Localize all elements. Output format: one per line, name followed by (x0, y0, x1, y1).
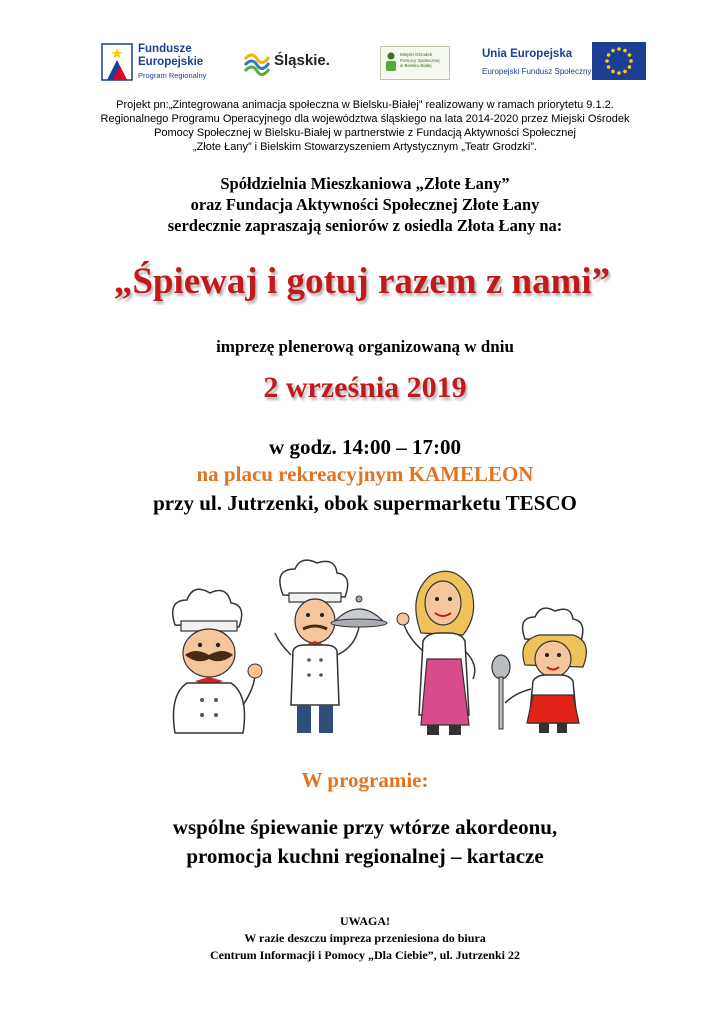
note-line: W razie deszczu impreza przeniesiona do biura (244, 931, 486, 945)
program-list (60, 813, 670, 871)
program-item: wspólne śpiewanie przy wtórze akordeonu, (172, 815, 558, 839)
rain-note (60, 913, 670, 964)
project-line: Pomocy Społecznej w Bielsku-Białej w partnerstwie z Fundacją Aktywności Społecznej (154, 127, 576, 139)
intro-line: oraz Fundacja Aktywności Społecznej Złote Łany (190, 195, 540, 214)
eu-flag-icon (592, 42, 646, 80)
slaskie-wave-icon (242, 47, 272, 77)
logo-fundusze-europejskie (100, 40, 228, 84)
event-hours: w godz. 14:00 – 17:00 (269, 435, 461, 459)
mops-name: Miejski Ośrodek Pomocy Społecznej w Bielsku-Białej (400, 52, 440, 68)
fundusze-europejskie-name: Fundusze Europejskie (138, 43, 204, 68)
mops-people-icon (383, 51, 399, 73)
project-info (60, 98, 670, 154)
note-heading: UWAGA! (340, 914, 390, 928)
note-line: Centrum Informacji i Pomocy „Dla Ciebie”, ul. Jutrzenki 22 (210, 948, 520, 962)
event-title: „Śpiewaj i gotuj razem z nami” (113, 261, 611, 302)
logo-mops (380, 46, 448, 78)
logo-slaskie (242, 45, 352, 79)
chef-girl-spoon-illustration (492, 608, 586, 733)
event-street: przy ul. Jutrzenki, obok supermarketu TESCO (153, 491, 577, 515)
logo-unia-europejska (480, 40, 648, 84)
ue-name: Unia Europejska (482, 48, 573, 60)
fundusze-europejskie-emblem-icon (100, 42, 134, 82)
event-date: 2 września 2019 (263, 371, 467, 404)
ue-sub: Europejski Fundusz Społeczny (482, 67, 592, 76)
event-place: na placu rekreacyjnym KAMELEON (196, 462, 534, 486)
invitation-intro (60, 173, 670, 236)
intro-line: serdecznie zapraszają seniorów z osiedla Złota Łany na: (167, 216, 563, 235)
chefs-illustration (155, 555, 615, 735)
project-line: Regionalnego Programu Operacyjnego dla województwa śląskiego na lata 2014-2020 przez Miejski Ośrodek (100, 113, 630, 125)
slaskie-name: Śląskie. (274, 52, 330, 69)
fundusze-europejskie-sub: Program Regionalny (138, 71, 207, 80)
program-item: promocja kuchni regionalnej – kartacze (186, 844, 544, 868)
event-subtitle: imprezę plenerową organizowaną w dniu (216, 337, 514, 356)
chef-moustache-illustration (173, 589, 262, 733)
project-line: Projekt pn:„Zintegrowana animacja społeczna w Bielsku-Białej” realizowany w ramach priorytetu 9.1.2. (116, 99, 614, 111)
chef-woman-apron-illustration (397, 571, 475, 735)
intro-line: Spółdzielnia Mieszkaniowa „Złote Łany” (220, 174, 510, 193)
chef-cloche-illustration (275, 560, 387, 733)
project-line: „Złote Łany” i Bielskim Stowarzyszeniem Artystycznym „Teatr Grodzki”. (192, 141, 538, 153)
program-heading: W programie: (301, 768, 429, 792)
